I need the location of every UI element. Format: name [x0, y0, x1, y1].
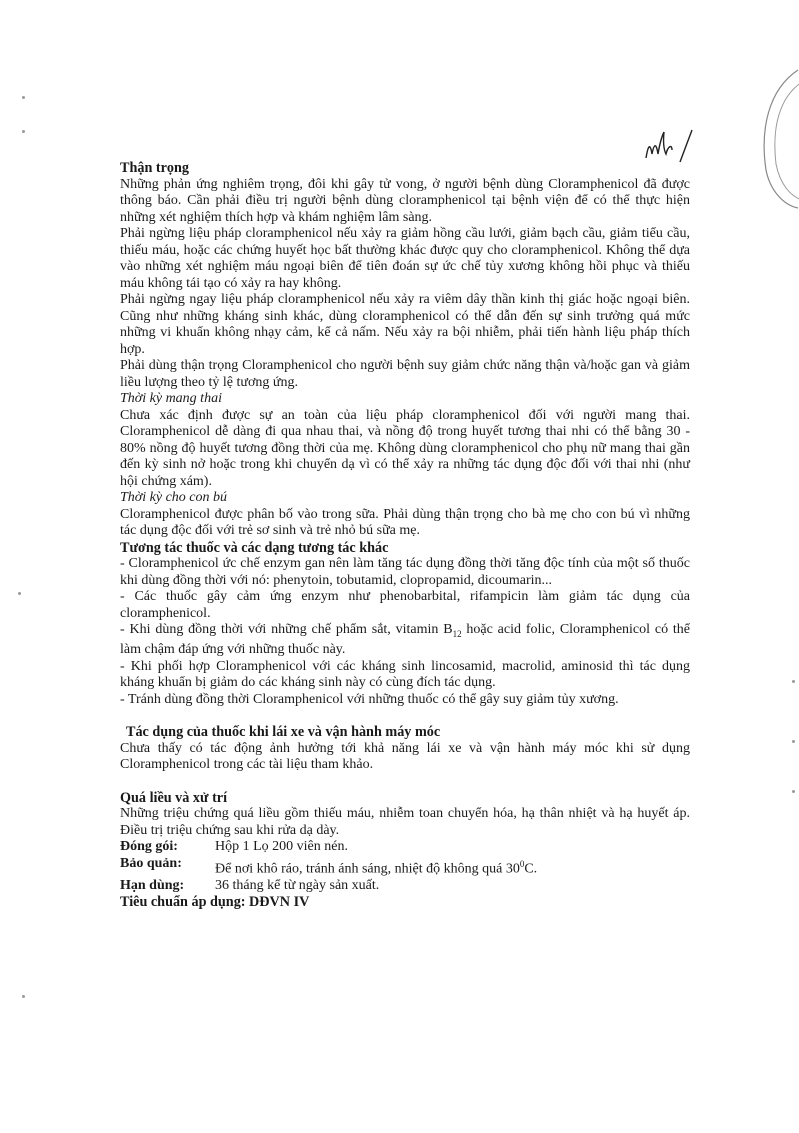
packing-label: Đóng gói: — [120, 839, 178, 855]
expiry-value: 36 tháng kể từ ngày sản xuất. — [215, 877, 380, 893]
partial-stamp — [758, 60, 799, 210]
caution-paragraph-1: Những phản ứng nghiêm trọng, đôi khi gây tử vong, ở người bệnh dùng Cloramphenicol đã được thông báo. Cần phải điều trị người bệnh dùng cloramphenicol tại bệnh viện để có thể thực hiện những xét nghiệm thích hợp và khám nghiệm lâm sàng. — [120, 176, 690, 225]
scan-speck — [792, 680, 795, 683]
scan-speck — [18, 592, 21, 595]
caution-paragraph-2: Phải ngừng liệu pháp cloramphenicol nếu xảy ra giảm hồng cầu lưới, giảm bạch cầu, giảm tiểu cầu, thiếu máu, hoặc các chứng huyết học bất thường khác được quy cho cloramphenicol. Không thể dựa vào những xét nghiệm máu ngoại biên để tiên đoán sự ức chế tủy xương không hồi phục và thiếu máu không tái tạo có xảy ra hay không. — [120, 226, 690, 291]
lactation-subheading: Thời kỳ cho con bú — [120, 490, 228, 505]
scan-speck — [22, 130, 25, 133]
scan-speck — [22, 995, 25, 998]
interaction-item: - Cloramphenicol ức chế enzym gan nên làm tăng tác dụng đồng thời tăng độc tính của một số thuốc khi dùng đồng thời với nó: phenytoin, tobutamid, clopropamid, dicoumarin... — [120, 556, 690, 588]
interaction-item: - Khi phối hợp Cloramphenicol với các kháng sinh lincosamid, macrolid, aminosid thì tác dụng kháng khuẩn bị giảm do các kháng sinh này có cùng đích tác dụng. — [120, 658, 690, 691]
expiry-row — [120, 878, 690, 895]
interaction-item-text: hoặc acid folic, Cloramphenicol có thể làm chậm đáp ứng với những thuốc này. — [120, 622, 691, 658]
driving-paragraph: Chưa thấy có tác động ảnh hưởng tới khả năng lái xe và vận hành máy móc khi sử dụng Cloramphenicol trong các tài liệu tham khảo. — [120, 740, 690, 773]
degree-superscript: 0 — [519, 858, 525, 869]
vitamin-subscript: 12 — [452, 628, 462, 639]
overdose-heading: Quá liều và xử trí — [120, 789, 228, 806]
pregnancy-subheading: Thời kỳ mang thai — [120, 391, 222, 406]
interaction-item-text: - Khi dùng đồng thời với những chế phẩm sắt, vitamin B — [120, 622, 453, 637]
storage-label: Bảo quản: — [120, 855, 182, 871]
interaction-item: - Tránh dùng đồng thời Cloramphenicol với những thuốc có thể gây suy giảm tủy xương. — [120, 691, 619, 707]
storage-value — [215, 856, 690, 878]
scan-speck — [22, 96, 25, 99]
storage-text: Để nơi khô ráo, tránh ánh sáng, nhiệt độ không quá 30 — [215, 861, 520, 877]
lactation-paragraph: Cloramphenicol được phân bố vào trong sữa. Phải dùng thận trọng cho bà mẹ cho con bú vì những tác dụng độc đối với trẻ sơ sinh và trẻ nhỏ bú sữa mẹ. — [120, 506, 690, 538]
caution-paragraph-3: Phải ngừng ngay liệu pháp cloramphenicol nếu xảy ra viêm dây thần kinh thị giác hoặc ngoại biên. Cũng như những kháng sinh khác, dùng cloramphenicol có thể dẫn đến sự sinh trưởng quá mức những vi khuẩn không nhạy cảm, kể cả nấm. Nếu xảy ra bội nhiễm, phải tiến hành liệu pháp thích hợp. — [120, 292, 690, 357]
caution-paragraph-4: Phải dùng thận trọng Cloramphenicol cho người bệnh suy giảm chức năng thận và/hoặc gan và giảm liều lượng theo tỷ lệ tương ứng. — [120, 358, 690, 390]
driving-heading: Tác dụng của thuốc khi lái xe và vận hành máy móc — [126, 724, 441, 741]
scan-speck — [792, 740, 795, 743]
applied-standard: Tiêu chuẩn áp dụng: DĐVN IV — [120, 894, 310, 911]
packing-row — [120, 839, 690, 856]
packing-value: Hộp 1 Lọ 200 viên nén. — [215, 839, 348, 855]
interactions-heading: Tương tác thuốc và các dạng tương tác khác — [120, 539, 389, 556]
pregnancy-paragraph: Chưa xác định được sự an toàn của liệu pháp cloramphenicol đối với người mang thai. Cloramphenicol dễ dàng đi qua nhau thai, và nồng độ trong huyết tương thai nhi có thể bằng 30 - 80% nồng độ huyết tương đồng thời của mẹ. Không dùng cloramphenicol cho phụ nữ mang thai gần đến kỳ sinh nở hoặc trong khi chuyển dạ vì có thể xảy ra những tác dụng độc đối với thai nhi (như hội chứng xám). — [120, 407, 690, 489]
caution-heading: Thận trọng — [120, 160, 189, 176]
expiry-label: Hạn dùng: — [120, 877, 185, 893]
interaction-item: - Các thuốc gây cảm ứng enzym như phenobarbital, rifampicin làm giảm tác dụng của cloramphenicol. — [120, 589, 690, 621]
overdose-paragraph: Những triệu chứng quá liều gồm thiếu máu, nhiễm toan chuyển hóa, hạ thân nhiệt và hạ huyết áp. Điều trị triệu chứng sau khi rửa dạ dày. — [120, 806, 690, 838]
scan-speck — [792, 790, 795, 793]
interaction-item — [120, 622, 690, 659]
storage-row — [120, 856, 690, 878]
document-body — [120, 160, 690, 911]
storage-unit: C. — [524, 861, 538, 877]
